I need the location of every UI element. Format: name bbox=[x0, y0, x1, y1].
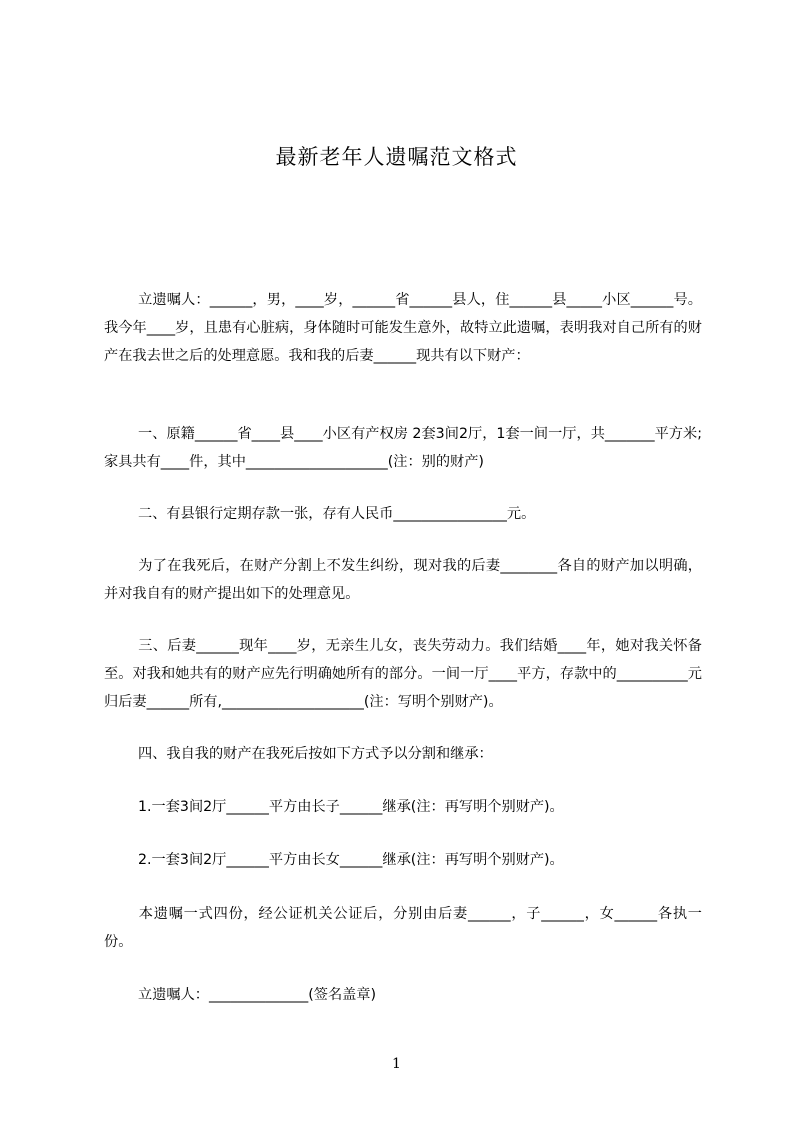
paragraph-signature bbox=[104, 981, 702, 1009]
paragraph-text: 1.一套3间2厅______平方由长子______继承(注：再写明个别财产)。 bbox=[138, 799, 564, 815]
paragraph-text: 本遗嘱一式四份，经公证机关公证后，分别由后妻______，子______，女______各执一份。 bbox=[104, 906, 702, 950]
paragraph-item-2 bbox=[104, 846, 702, 874]
paragraph-text: 一、原籍______省____县____小区有产权房 2套3间2厅，1套一间一厅，共_______平方米;家具共有____件，其中____________________(注：别的财产) bbox=[104, 426, 702, 470]
paragraph-item-1 bbox=[104, 793, 702, 821]
paragraph-text: 三、后妻______现年____岁，无亲生儿女，丧失劳动力。我们结婚____年，她对我关怀备至。对我和她共有的财产应先行明确她所有的部分。一间一厅____平方，存款中的__________元归后妻______所有,____________________(注：写明个别财产)。 bbox=[104, 638, 702, 710]
paragraph-property-house bbox=[104, 420, 702, 476]
paragraph-distribution-heading bbox=[104, 740, 702, 768]
page-number: 1 bbox=[392, 1056, 401, 1072]
paragraph-text: 四、我自我的财产在我死后按如下方式予以分割和继承： bbox=[138, 746, 493, 762]
paragraph-testator-info bbox=[104, 286, 702, 370]
paragraph-text: 2.一套3间2厅______平方由长女______继承(注：再写明个别财产)。 bbox=[138, 852, 564, 868]
paragraph-text: 立遗嘱人：______，男，____岁，______省______县人，住______县_____小区______号。我今年____岁，且患有心脏病，身体随时可能发生意外，故特立此遗嘱，表明我对自己所有的财产在我去世之后的处理意愿。我和我的后妻______现共有以下财产： bbox=[104, 292, 702, 364]
paragraph-text: 立遗嘱人：______________(签名盖章) bbox=[138, 987, 377, 1003]
paragraph-text: 为了在我死后，在财产分割上不发生纠纷，现对我的后妻________各自的财产加以明确，并对我自有的财产提出如下的处理意见。 bbox=[104, 558, 702, 602]
paragraph-copies bbox=[104, 900, 702, 956]
document-title: 最新老年人遗嘱范文格式 bbox=[275, 145, 518, 169]
paragraph-bank-deposit bbox=[104, 500, 702, 528]
paragraph-text: 二、有县银行定期存款一张，存有人民币________________元。 bbox=[138, 506, 536, 522]
paragraph-wife-share bbox=[104, 632, 702, 716]
paragraph-intent bbox=[104, 552, 702, 608]
